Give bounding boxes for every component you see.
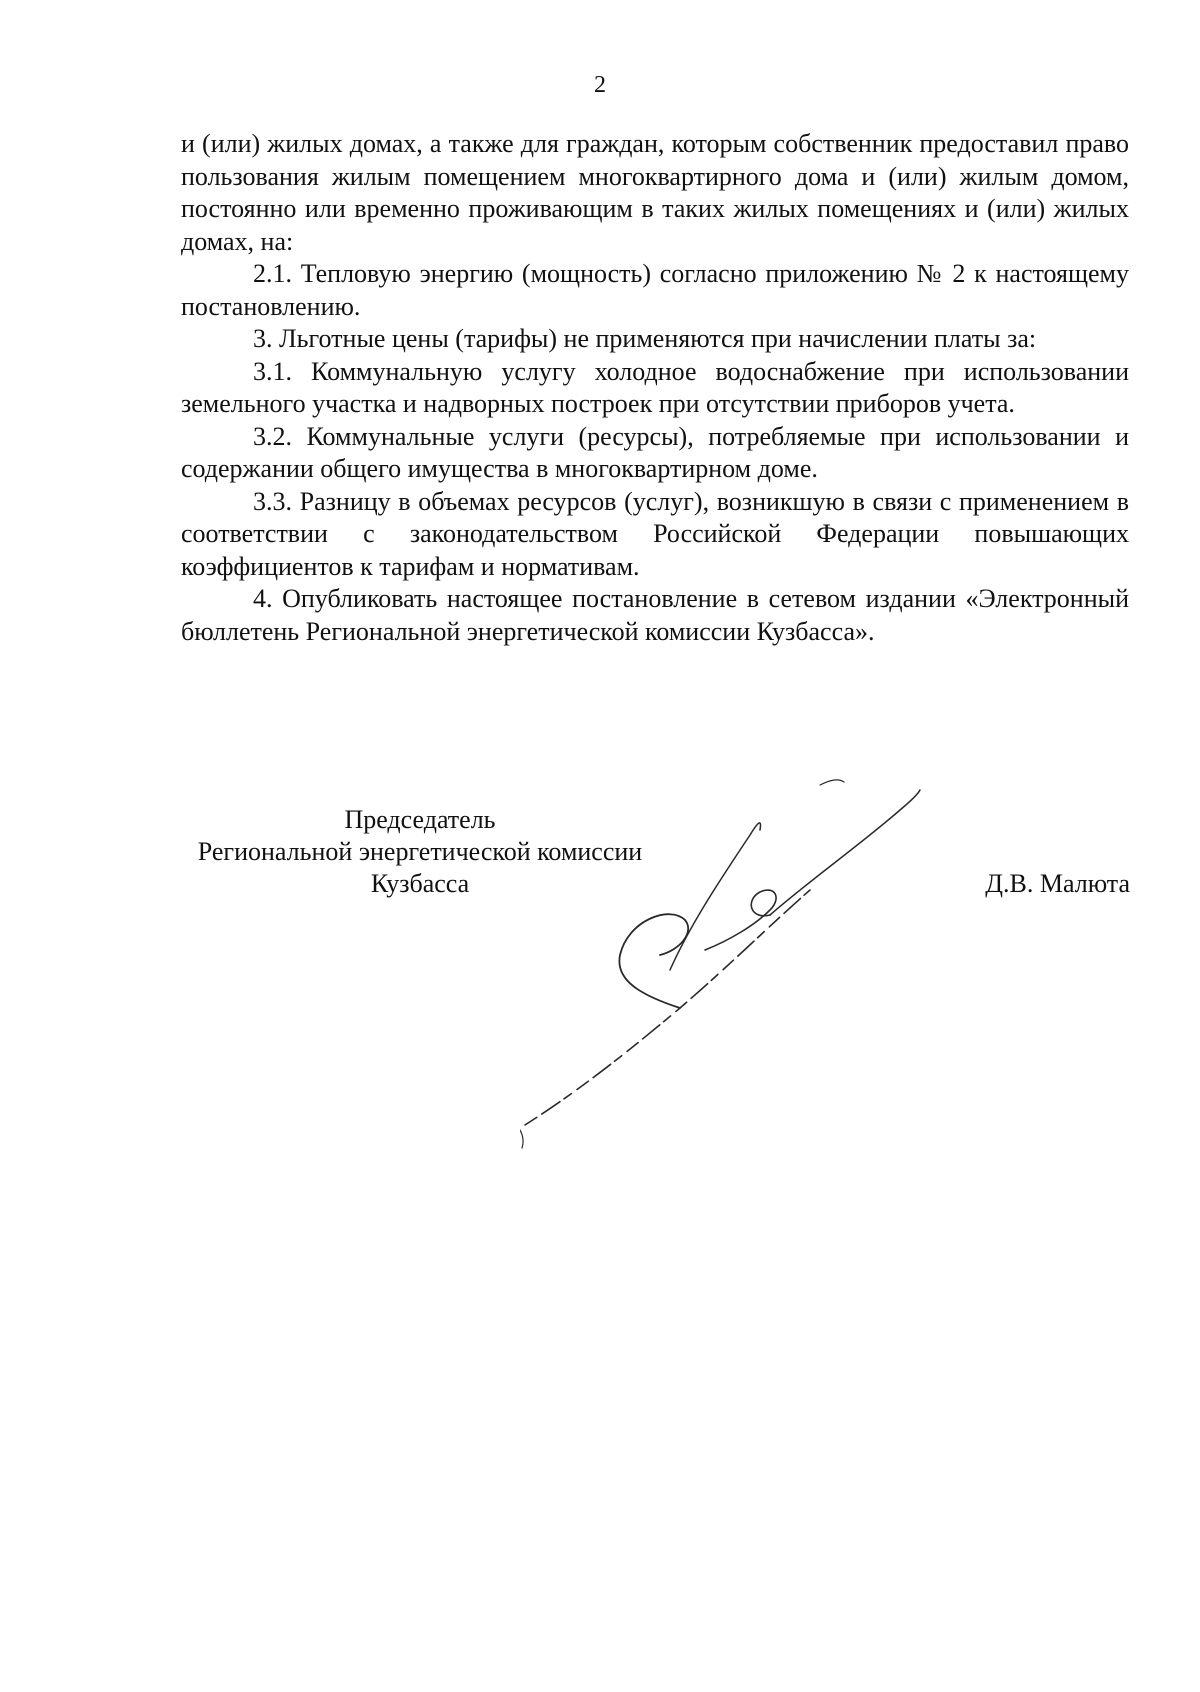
- paragraph-4: 4. Опубликовать настоящее постановление в сетевом издании «Электронный бюллетень Региональной энергетической комиссии Кузбасса».: [181, 584, 1129, 646]
- paragraph-intro: и (или) жилых домах, а также для граждан, которым собственник предоставил право пользования жилым помещением многоквартирного дома и (или) жилым домом, постоянно или временно проживающим в таких жилых помещениях и (или) жилых домах, на:: [181, 129, 1129, 256]
- signer-title-line2: Региональной энергетической комиссии: [197, 837, 643, 866]
- paragraph-3-2: 3.2. Коммунальные услуги (ресурсы), потребляемые при использовании и содержании общего имущества в многоквартирном доме.: [181, 421, 1129, 483]
- signer-name: Д.В. Малюта: [985, 869, 1130, 898]
- paragraph-3-1: 3.1. Коммунальную услугу холодное водоснабжение при использовании земельного участка и надворных построек при отсутствии приборов учета.: [181, 356, 1129, 418]
- document-body: [181, 128, 1129, 648]
- signer-title-line3: Кузбасса: [370, 869, 470, 898]
- signer-title-line1: Председатель: [344, 805, 496, 834]
- paragraph-2-1: 2.1. Тепловую энергию (мощность) согласно приложению № 2 к настоящему постановлению.: [181, 259, 1129, 321]
- paragraph-3: 3. Льготные цены (тарифы) не применяются при начислении платы за:: [253, 324, 1037, 353]
- handwritten-signature-icon: [520, 750, 1020, 1150]
- page-number: 2: [594, 72, 606, 98]
- paragraph-3-3: 3.3. Разницу в объемах ресурсов (услуг), возникшую в связи с применением в соответствии с законодательством Российской Федерации повышающих коэффициентов к тарифам и нормативам.: [181, 486, 1129, 581]
